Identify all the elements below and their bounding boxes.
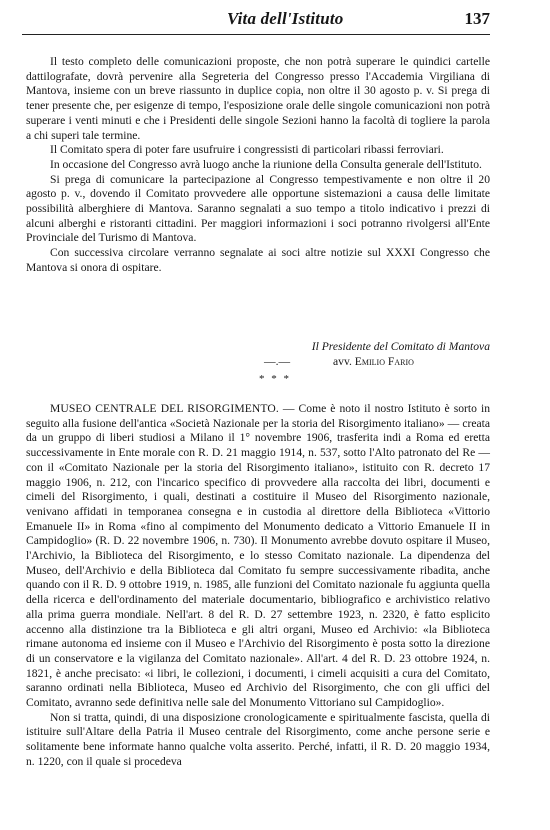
signature-name-line — [333, 354, 414, 369]
paragraph: Non si tratta, quindi, di una disposizione cronologicamente e spiritualmente fascista, quella di istituire sull'Altare della Patria il Museo centrale del Risorgimento, come anche persone serie e solitamente bene informate hanno qualche volta asserito. Perché, infatti, il R. D. 20 maggio 1934, n. 1220, con il quale si procedeva — [26, 710, 490, 768]
running-title: Vita dell'Istituto — [227, 9, 344, 28]
signature-dash: —.— — [264, 355, 291, 368]
congress-notice-section — [26, 55, 490, 276]
paragraph: Si prega di comunicare la partecipazione al Congresso tempestivamente e non oltre il 20 agosto p. v., dovendo il Comitato provvedere alle opportune sistemazioni a causa delle limitate possibilità alberghiere di Mantova. Saranno segnalati a suo tempo a titolo indicativo i prezzi di alcuni alberghi e ristoranti cittadini. Per maggiori informazioni i soci potranno rivolgersi all'Ente Provinciale del Turismo di Mantova. — [26, 172, 490, 245]
signature-name: Emilio Fario — [354, 355, 414, 368]
paragraph-text: — Come è noto il nostro Istituto è sorto in seguito alla fusione dell'antica «Società Nazionale per la storia del Risorgimento italiano» — creata da un gruppo di liberi studiosi a Milano il 1° novembre 1906, trasferita indi a Roma ed eretta successivamente in Ente morale con R. D. 21 maggio 1914, n. 537, sotto l'Alto patronato del Re — con il «Comitato Nazionale per la storia del Risorgimento italiano», istituito con R. decreto 17 maggio 1906, n. 212, con l'incarico specifico di provvedere alla raccolta dei libri, documenti e cimeli del Risorgimento, i quali, destinati a costituire il Museo del Risorgimento nazionale, venivano affidati in temporanea consegna e in custodia al direttore della Biblioteca «Vittorio Emanuele II» in Roma «fino al compimento del Monumento dedicato a Vittorio Emanuele II in Campidoglio» (R. D. 22 novembre 1906, n. 730). Il Monumento avrebbe dovuto ospitare il Museo, l'Archivio, la Biblioteca del Risorgimento, e lo stesso Comitato nazionale. La dipendenza del Museo, dell'Archivio e della Biblioteca dal Comitato fu sempre successivamente ribadita, anche quando con il R. D. 9 ottobre 1919, n. 1985, alle funzioni del Comitato nazionale fu aggiunta quella della ricerca e dell'ordinamento del materiale documentario, bibliografico e archivistico relativo alla prima guerra mondiale. Nell'art. 8 del R. D. 27 settembre 1923, n. 2320, è fatto esplicito accenno alla distinzione tra la Biblioteca e gli altri organi, Museo ed Archivio: «la Biblioteca rimane autonoma ed insieme con il Museo e l'Archivio del Risorgimento è posta sotto la direzione di un conservatore e la vigilanza del Comitato nazionale». All'art. 4 del R. D. 23 ottobre 1924, n. 1821, è anche precisato: «i libri, le collezioni, i documenti, i cimeli acquisiti a cura del Comitato, saranno ordinati nella Biblioteca, Museo ed Archivio del Risorgimento, che con gli uffici del Comitato, avranno sede definitiva nelle sale del Monumento Vittoriano sul Campidoglio». — [26, 402, 490, 710]
paragraph: Il Comitato spera di poter fare usufruire i congressisti di particolari ribassi ferroviari. — [50, 143, 444, 157]
museum-section — [26, 402, 490, 770]
page-number: 137 — [464, 9, 490, 28]
section-separator: * * * — [259, 373, 291, 385]
signature-block — [26, 339, 490, 370]
paragraph — [26, 402, 490, 711]
running-header — [22, 6, 490, 35]
section-heading: MUSEO CENTRALE DEL RISORGIMENTO. — [50, 402, 279, 415]
signature-line — [26, 354, 490, 370]
paragraph: Il testo completo delle comunicazioni proposte, che non potrà superare le quindici cartelle dattilografate, dovrà pervenire alla Segreteria del Congresso presso l'Accademia Virgiliana di Mantova, insieme con un breve riassunto in duplice copia, non oltre il 30 agosto p. v. Si prega di tener presente che, per esigenze di tempo, l'esposizione orale delle singole comunicazioni non potrà superare i venti minuti e che i Presidenti delle singole Sezioni hanno la facoltà di togliere la parola a chi superi tale termine. — [26, 55, 490, 142]
paragraph: In occasione del Congresso avrà luogo anche la riunione della Consulta generale dell'Istituto. — [50, 157, 482, 171]
paragraph: Con successiva circolare verranno segnalate ai soci altre notizie sul XXXI Congresso che Mantova si onora di ospitare. — [26, 246, 490, 274]
signature-name-prefix: avv. — [333, 355, 352, 368]
signature-role: Il Presidente del Comitato di Mantova — [311, 340, 490, 353]
